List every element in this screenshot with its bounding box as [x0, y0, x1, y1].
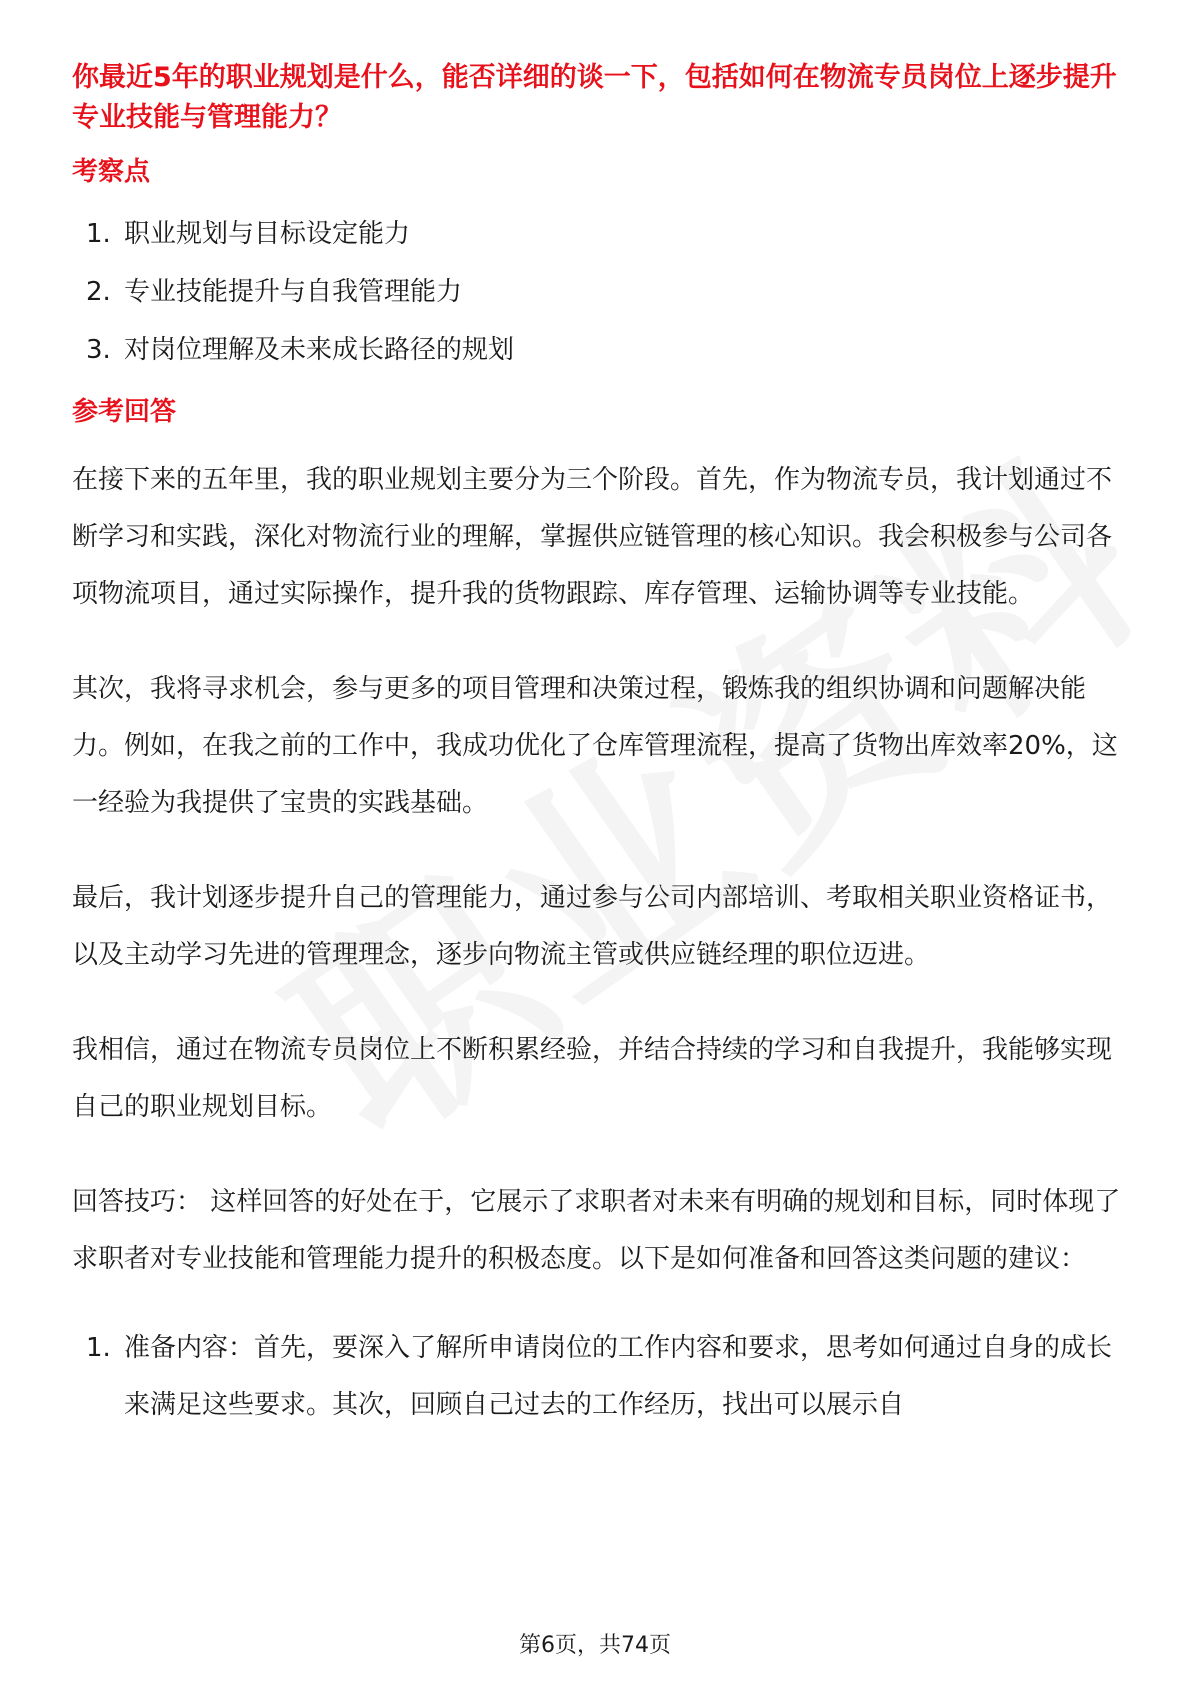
list-item-text: 专业技能提升与自我管理能力 — [124, 277, 463, 307]
list-item-text: 职业规划与目标设定能力 — [124, 219, 411, 249]
document-page — [72, 58, 1122, 1434]
list-item-number: 1. — [86, 1333, 111, 1363]
list-item — [72, 272, 1122, 312]
tips-paragraph: 回答技巧： 这样回答的好处在于，它展示了求职者对未来有明确的规划和目标，同时体现了求职者对专业技能和管理能力提升的积极态度。以下是如何准备和回答这类问题的建议： — [72, 1187, 1121, 1274]
tips-list — [72, 1320, 1122, 1434]
list-item-text: 对岗位理解及未来成长路径的规划 — [124, 335, 515, 365]
list-item — [72, 1320, 1122, 1434]
page-footer: 第6页，共74页 — [519, 1633, 671, 1658]
answer-paragraph: 在接下来的五年里，我的职业规划主要分为三个阶段。首先，作为物流专员，我计划通过不断学习和实践，深化对物流行业的理解，掌握供应链管理的核心知识。我会积极参与公司各项物流项目，通过实际操作，提升我的货物跟踪、库存管理、运输协调等专业技能。 — [72, 465, 1113, 609]
points-list — [72, 214, 1122, 370]
answer-section-title: 参考回答 — [72, 397, 177, 427]
list-item-number: 2. — [86, 277, 111, 307]
list-item-number: 3. — [86, 335, 111, 365]
answer-paragraph: 最后，我计划逐步提升自己的管理能力，通过参与公司内部培训、考取相关职业资格证书，以及主动学习先进的管理理念，逐步向物流主管或供应链经理的职位迈进。 — [72, 883, 1113, 970]
list-item — [72, 214, 1122, 254]
list-item-text: 准备内容：首先，要深入了解所申请岗位的工作内容和要求，思考如何通过自身的成长来满足这些要求。其次，回顾自己过去的工作经历，找出可以展示自 — [124, 1333, 1113, 1420]
answer-paragraph: 其次，我将寻求机会，参与更多的项目管理和决策过程，锻炼我的组织协调和问题解决能力。例如，在我之前的工作中，我成功优化了仓库管理流程，提高了货物出库效率20%，这一经验为我提供了宝贵的实践基础。 — [72, 674, 1118, 818]
list-item — [72, 330, 1122, 370]
points-section-title: 考察点 — [72, 157, 151, 187]
question-heading: 你最近5年的职业规划是什么，能否详细的谈一下，包括如何在物流专员岗位上逐步提升专业技能与管理能力？ — [72, 62, 1117, 133]
answer-paragraph: 我相信，通过在物流专员岗位上不断积累经验，并结合持续的学习和自我提升，我能够实现自己的职业规划目标。 — [72, 1035, 1113, 1122]
list-item-number: 1. — [86, 219, 111, 249]
